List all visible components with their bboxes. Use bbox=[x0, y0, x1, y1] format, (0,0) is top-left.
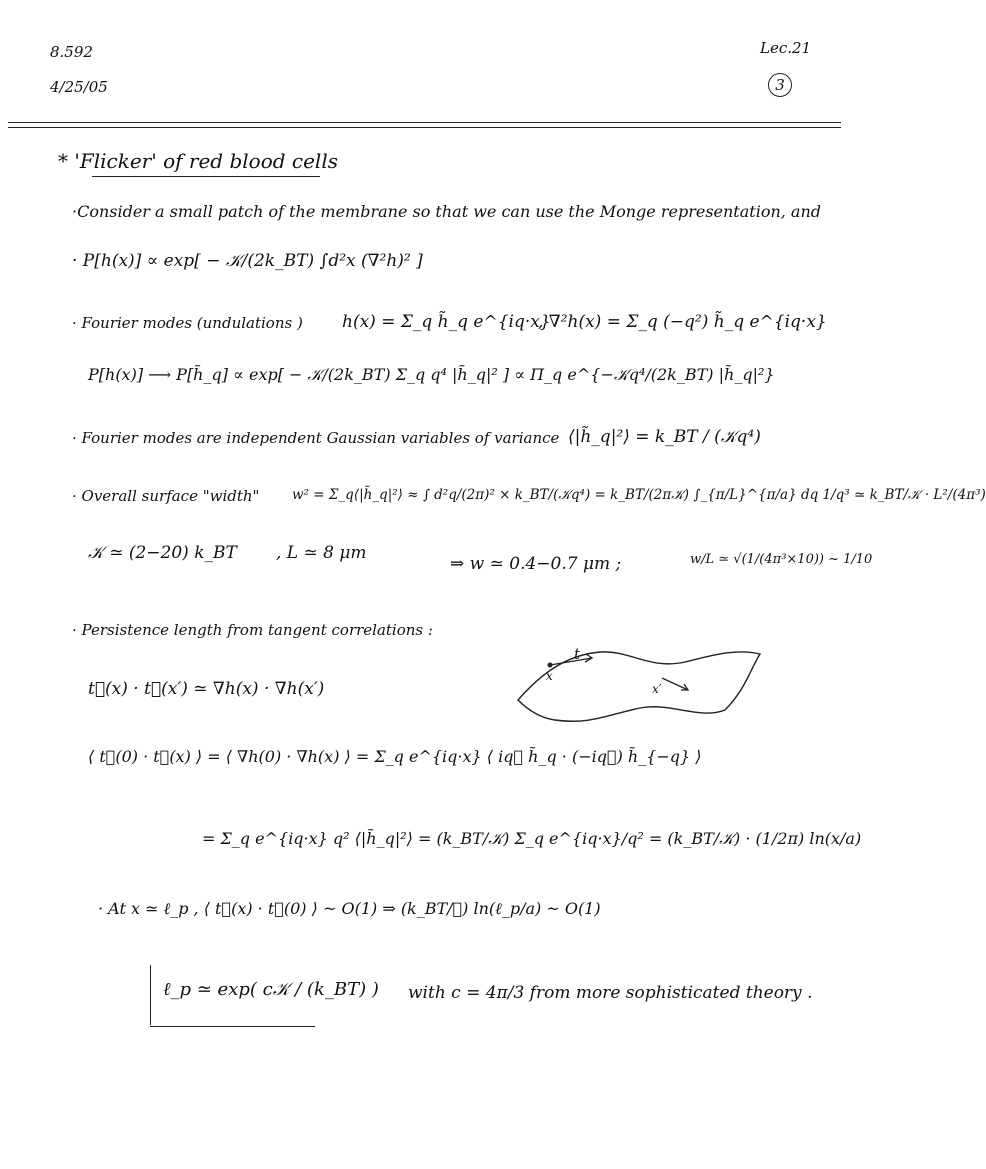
fourier-h: h(x) = Σ_q h̃_q e^{iq·x} bbox=[342, 312, 551, 332]
persistence-label: · Persistence length from tangent correlations : bbox=[72, 621, 433, 639]
gaussian-variance: ⟨|h̃_q|²⟩ = k_BT / (𝒦q⁴) bbox=[568, 427, 761, 447]
course-number: 8.592 bbox=[50, 43, 93, 61]
width-label: · Overall surface "width" bbox=[72, 487, 260, 505]
date: 4/25/05 bbox=[50, 78, 108, 96]
width-equation: w² = Σ_q⟨|h̃_q|²⟩ ≈ ∫ d²q/(2π)² × k_BT/(𝒦q⁴) = k_BT/(2π𝒦) ∫_{π/L}^{π/a} dq 1/q³ ≃ k_BT/𝒦 · L²/(4π³) bbox=[292, 487, 986, 503]
fourier-label: · Fourier modes (undulations ) bbox=[72, 314, 303, 332]
membrane-outline bbox=[518, 652, 760, 721]
length-value: , L ≃ 8 μm bbox=[276, 543, 367, 563]
result-box-left bbox=[150, 965, 151, 1025]
width-value: ⇒ w ≃ 0.4−0.7 μm ; bbox=[450, 554, 622, 574]
sketch-t-label: t bbox=[574, 645, 581, 663]
kappa-value: 𝒦 ≃ (2−20) k_BT bbox=[88, 543, 237, 563]
correlation-equation-1: ⟨ t⃗(0) · t⃗(x) ⟩ = ⟨ ∇h(0) · ∇h(x) ⟩ = Σ_q e^{iq·x} ⟨ iq⃗ h̃_q · (−iq⃗) h̃_{−q} ⟩ bbox=[88, 747, 702, 766]
at-persistence-line: · At x ≃ ℓ_p , ⟨ t⃗(x) · t⃗(0) ⟩ ~ O(1) ⇒ (k_BT/𝒦) ln(ℓ_p/a) ~ O(1) bbox=[98, 899, 601, 918]
constant-c-note: with c = 4π/3 from more sophisticated theory . bbox=[408, 983, 813, 1003]
lecture-number: Lec.21 bbox=[760, 39, 812, 57]
header-rule-2 bbox=[8, 127, 841, 128]
header-rule-1 bbox=[8, 122, 841, 123]
page-number: 3 bbox=[768, 73, 792, 97]
gaussian-label: · Fourier modes are independent Gaussian variables of variance bbox=[72, 429, 560, 447]
persistence-length-result: ℓ_p ≃ exp( c𝒦 / (k_BT) ) bbox=[163, 979, 379, 1000]
probability-line: · P[h(x)] ∝ exp[ − 𝒦/(2k_BT) ∫d²x (∇²h)² ] bbox=[72, 251, 423, 271]
probability-fourier-line: P[h(x)] ⟶ P[h̃_q] ∝ exp[ − 𝒦/(2k_BT) Σ_q q⁴ |h̃_q|² ] ∝ Π_q e^{−𝒦q⁴/(2k_BT) |h̃_q|²} bbox=[88, 365, 775, 384]
sketch-x-label: x bbox=[546, 669, 553, 683]
result-box-bottom bbox=[150, 1026, 315, 1027]
fourier-laplacian: , ∇²h(x) = Σ_q (−q²) h̃_q e^{iq·x} bbox=[538, 312, 827, 332]
width-ratio: w/L ≃ √(1/(4π³×10)) ~ 1/10 bbox=[690, 552, 873, 567]
tangent-equation: t⃗(x) · t⃗(x′) ≃ ∇h(x) · ∇h(x′) bbox=[88, 679, 325, 699]
sketch-xprime-label: x′ bbox=[652, 682, 662, 696]
correlation-equation-2: = Σ_q e^{iq·x} q² ⟨|h̃_q|²⟩ = (k_BT/𝒦) Σ_q e^{iq·x}/q² = (k_BT/𝒦) · (1/2π) ln(x/a) bbox=[202, 829, 862, 848]
section-title: * 'Flicker' of red blood cells bbox=[58, 149, 338, 173]
consider-line: ·Consider a small patch of the membrane so that we can use the Monge representation, and bbox=[72, 202, 822, 221]
title-underline bbox=[92, 176, 320, 177]
